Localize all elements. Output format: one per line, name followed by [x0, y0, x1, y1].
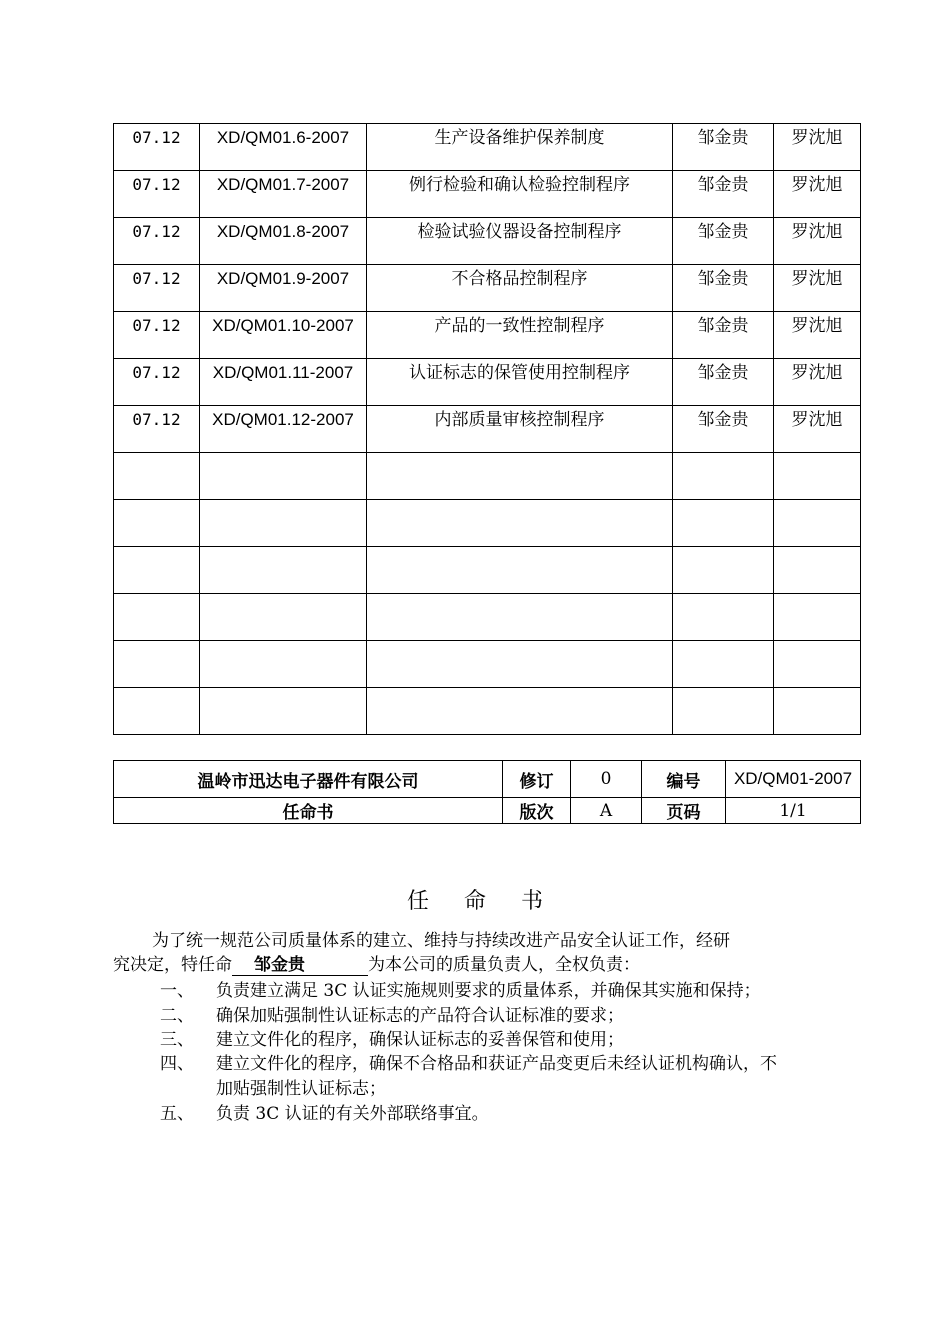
- date-cell: 07.12: [114, 359, 200, 406]
- date-cell: 07.12: [114, 312, 200, 359]
- date-cell: 07.12: [114, 218, 200, 265]
- author-cell: 邹金贵: [673, 359, 774, 406]
- title-cell: 认证标志的保管使用控制程序: [367, 359, 673, 406]
- code-cell: XD/QM01.7-2007: [200, 171, 367, 218]
- empty-row: [114, 688, 861, 735]
- author-cell: 邹金贵: [673, 265, 774, 312]
- edition-label: 版次: [503, 798, 571, 824]
- intro-line-1: 为了统一规范公司质量体系的建立、维持与持续改进产品安全认证工作，经研: [152, 931, 730, 951]
- empty-row: [114, 547, 861, 594]
- title-cell: 不合格品控制程序: [367, 265, 673, 312]
- table-row: [114, 359, 861, 406]
- title-cell: 内部质量审核控制程序: [367, 406, 673, 453]
- title-cell: 例行检验和确认检验控制程序: [367, 171, 673, 218]
- letter-title: 任 命 书: [407, 889, 557, 914]
- approver-cell: 罗沈旭: [774, 359, 861, 406]
- table-row: [114, 124, 861, 171]
- title-cell: 检验试验仪器设备控制程序: [367, 218, 673, 265]
- empty-row: [114, 453, 861, 500]
- revision-value: 0: [571, 761, 642, 798]
- date-cell: 07.12: [114, 265, 200, 312]
- item-number: 一、: [160, 981, 194, 1001]
- empty-row: [114, 594, 861, 641]
- author-cell: 邹金贵: [673, 312, 774, 359]
- date-cell: 07.12: [114, 406, 200, 453]
- document-register-table: [113, 123, 861, 735]
- item-number: 四、: [160, 1054, 194, 1074]
- empty-row: [114, 500, 861, 547]
- author-cell: 邹金贵: [673, 171, 774, 218]
- code-cell: XD/QM01.6-2007: [200, 124, 367, 171]
- code-cell: XD/QM01.11-2007: [200, 359, 367, 406]
- table-row: [114, 171, 861, 218]
- approver-cell: 罗沈旭: [774, 406, 861, 453]
- item-number: 五、: [160, 1104, 194, 1124]
- item-text: 负责 3C 认证的有关外部联络事宜。: [216, 1104, 489, 1124]
- approver-cell: 罗沈旭: [774, 265, 861, 312]
- title-cell: 产品的一致性控制程序: [367, 312, 673, 359]
- approver-cell: 罗沈旭: [774, 218, 861, 265]
- item-text: 建立文件化的程序，确保认证标志的妥善保管和使用；: [216, 1030, 624, 1050]
- code-cell: XD/QM01.10-2007: [200, 312, 367, 359]
- code-cell: XD/QM01.9-2007: [200, 265, 367, 312]
- item-number: 二、: [160, 1006, 194, 1026]
- approver-cell: 罗沈旭: [774, 124, 861, 171]
- number-label: 编号: [642, 761, 726, 798]
- document-name: 任命书: [114, 798, 503, 824]
- table-row: [114, 312, 861, 359]
- author-cell: 邹金贵: [673, 406, 774, 453]
- number-value: XD/QM01-2007: [726, 761, 861, 798]
- table-row: [114, 406, 861, 453]
- item-text: 确保加贴强制性认证标志的产品符合认证标准的要求；: [216, 1006, 624, 1026]
- title-cell: 生产设备维护保养制度: [367, 124, 673, 171]
- intro-after: 为本公司的质量负责人，全权负责：: [368, 955, 640, 975]
- code-cell: XD/QM01.12-2007: [200, 406, 367, 453]
- author-cell: 邹金贵: [673, 218, 774, 265]
- item-text: 加贴强制性认证标志；: [216, 1079, 386, 1099]
- revision-label: 修订: [503, 761, 571, 798]
- edition-value: A: [571, 798, 642, 824]
- document-header-table: [113, 760, 861, 824]
- page-value: 1/1: [726, 798, 861, 824]
- author-cell: 邹金贵: [673, 124, 774, 171]
- date-cell: 07.12: [114, 171, 200, 218]
- approver-cell: 罗沈旭: [774, 171, 861, 218]
- item-text: 建立文件化的程序，确保不合格品和获证产品变更后未经认证机构确认，不: [216, 1054, 777, 1074]
- page-label: 页码: [642, 798, 726, 824]
- code-cell: XD/QM01.8-2007: [200, 218, 367, 265]
- empty-row: [114, 641, 861, 688]
- date-cell: 07.12: [114, 124, 200, 171]
- company-name: 温岭市迅达电子器件有限公司: [114, 761, 503, 798]
- item-text: 负责建立满足 3C 认证实施规则要求的质量体系，并确保其实施和保持；: [216, 981, 761, 1001]
- approver-cell: 罗沈旭: [774, 312, 861, 359]
- table-row: [114, 265, 861, 312]
- appointee-signature: 邹金贵: [232, 955, 368, 976]
- item-number: 三、: [160, 1030, 194, 1050]
- intro-before: 究决定，特任命: [113, 955, 232, 975]
- intro-line-2: [113, 950, 640, 976]
- table-row: [114, 218, 861, 265]
